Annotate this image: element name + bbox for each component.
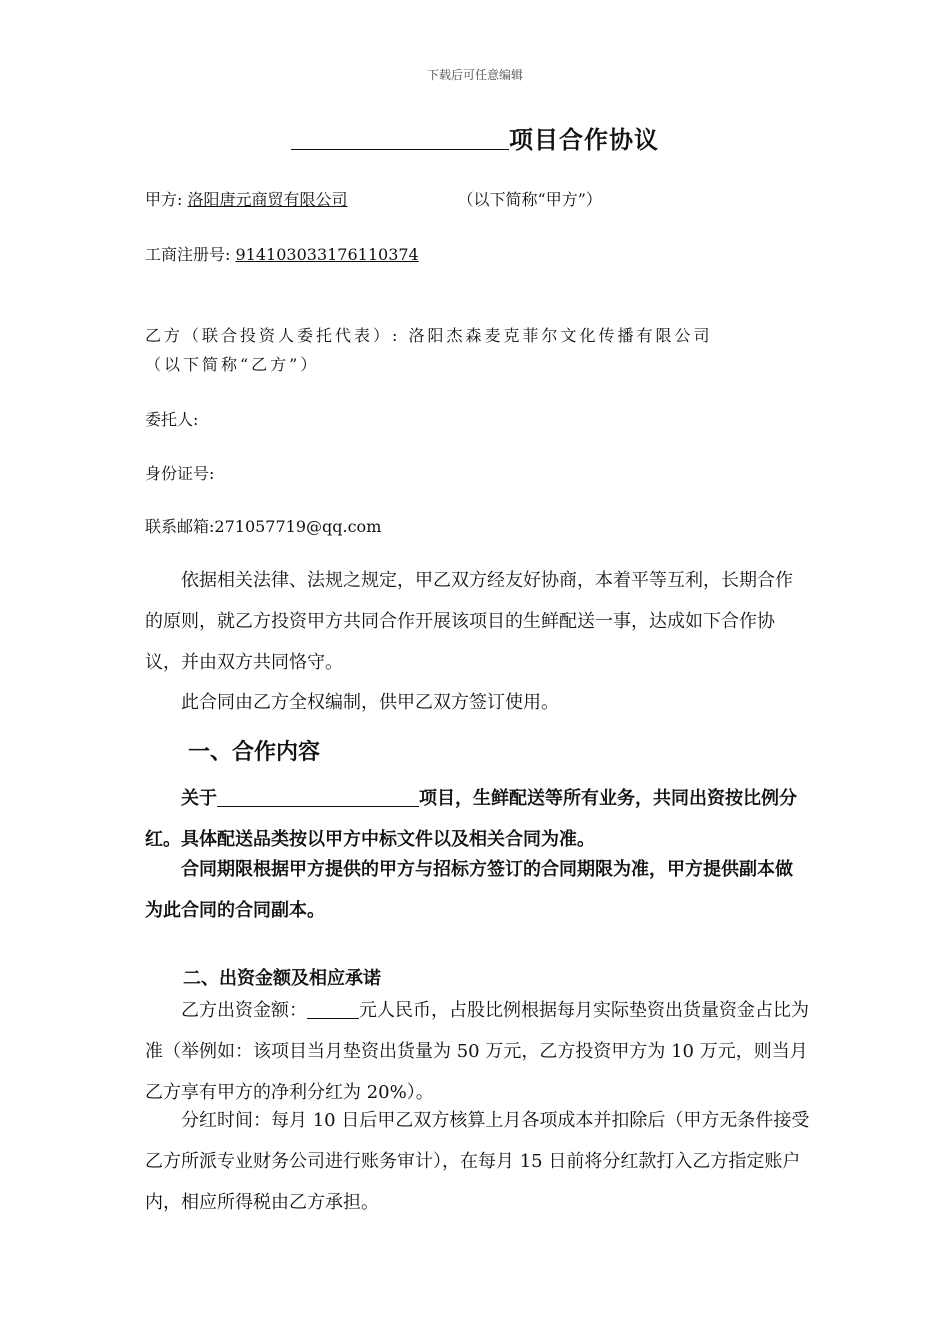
section-2-para1-suffix: 元人民币，占股比例根据每月实际垫资出货量资金占比为准（举例如：该项目当月垫资出货量为 50 万元，乙方投资甲方为 10 万元，则当月乙方享有甲方的净利分红为 20%）。	[145, 1000, 809, 1103]
email-line	[145, 514, 381, 537]
party-a-alias: （以下简称“甲方”）	[457, 190, 602, 209]
project-name-blank	[217, 788, 419, 807]
intro-note: 此合同由乙方全权编制，供甲乙双方签订使用。	[181, 692, 559, 713]
registration-label: 工商注册号:	[145, 245, 231, 264]
email-value: 271057719@qq.com	[214, 517, 382, 536]
id-number-label: 身份证号:	[145, 464, 215, 483]
section-2-paragraph-2: 分红时间：每月 10 日后甲乙双方核算上月各项成本并扣除后（甲方无条件接受乙方所派专业财务公司进行账务审计），在每月 15 日前将分红款打入乙方指定账户内，相应所得税由乙方承担。	[145, 1110, 810, 1213]
section-2-para1-prefix: 乙方出资金额：	[181, 1000, 307, 1021]
amount-blank	[307, 1000, 359, 1019]
party-b-line-1: 乙方（联合投资人委托代表）: 洛阳杰森麦克菲尔文化传播有限公司	[145, 326, 713, 345]
entrustor-label: 委托人:	[145, 410, 199, 429]
section-1-para1-prefix: 关于	[181, 788, 217, 809]
title-text: 项目合作协议	[509, 125, 659, 154]
party-a-line	[145, 187, 602, 210]
email-label: 联系邮箱:	[145, 517, 215, 536]
section-1-paragraph-1	[145, 778, 810, 860]
section-2-heading: 二、出资金额及相应承诺	[183, 968, 381, 989]
section-1-paragraph-2: 合同期限根据甲方提供的甲方与招标方签订的合同期限为准，甲方提供副本做为此合同的合同副本。	[145, 859, 793, 921]
section-1-heading: 一、合作内容	[188, 739, 321, 765]
intro-paragraph: 依据相关法律、法规之规定，甲乙双方经友好协商，本着平等互利，长期合作的原则，就乙方投资甲方共同合作开展该项目的生鲜配送一事，达成如下合作协议，并由双方共同恪守。	[145, 570, 793, 673]
section-1-para1-suffix: 项目，生鲜配送等所有业务，共同出资按比例分红。具体配送品类按以甲方中标文件以及相关合同为准。	[145, 788, 797, 850]
party-a-name: 洛阳唐元商贸有限公司	[187, 190, 348, 209]
title-blank-line	[291, 123, 509, 150]
registration-number: 914103033176110374	[235, 245, 419, 264]
section-2-paragraph-1	[145, 990, 810, 1113]
party-a-label: 甲方:	[145, 190, 183, 209]
document-title	[0, 120, 950, 155]
header-note: 下载后可任意编辑	[426, 68, 523, 82]
party-b-line-2: （以下简称“乙方”）	[145, 355, 320, 374]
registration-line	[145, 242, 419, 265]
